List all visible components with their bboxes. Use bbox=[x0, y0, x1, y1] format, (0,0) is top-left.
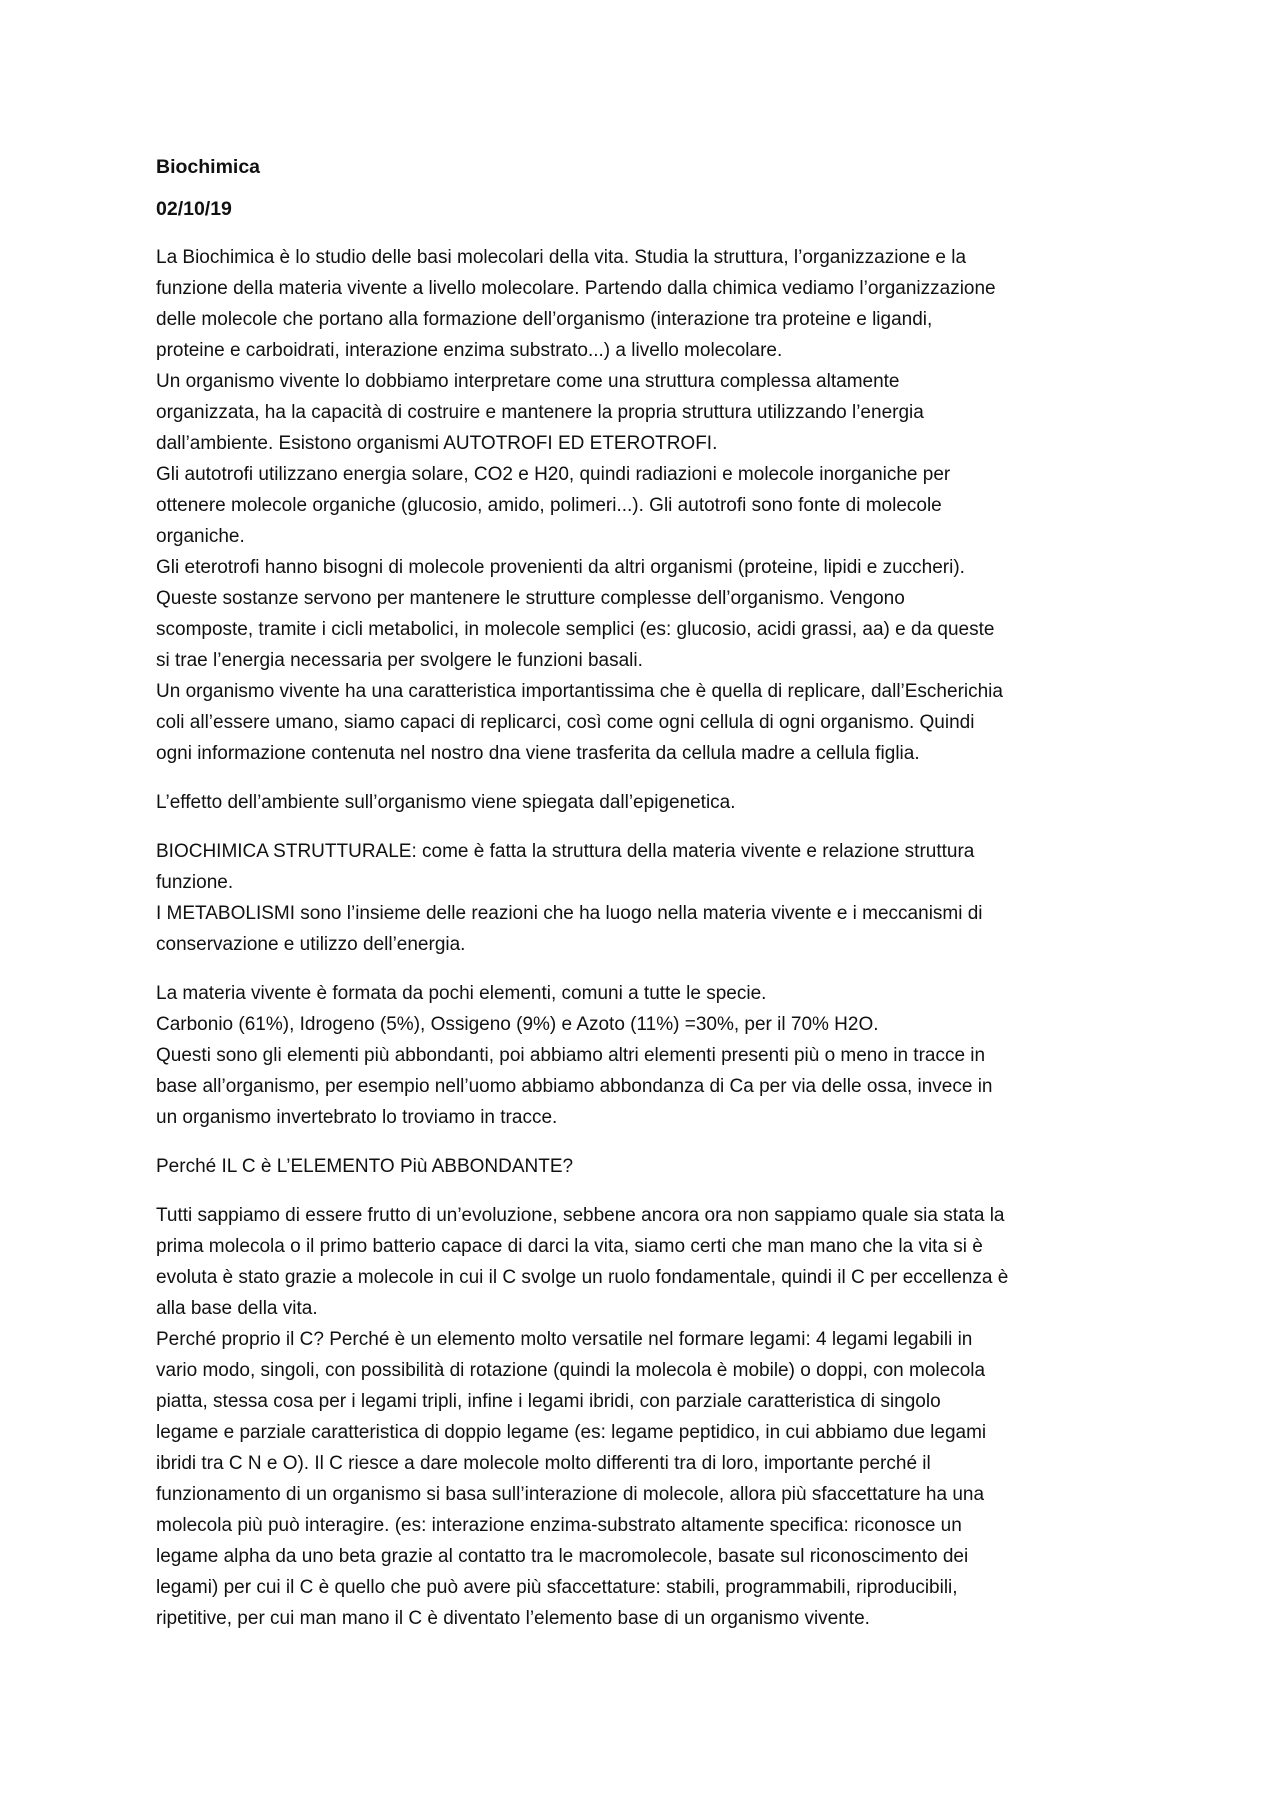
text-line: si trae l’energia necessaria per svolgere le funzioni basali. bbox=[156, 650, 643, 671]
paragraph bbox=[156, 836, 1141, 960]
paragraph bbox=[156, 1151, 1141, 1182]
text-line: Perché proprio il C? Perché è un elemento molto versatile nel formare legami: 4 legami legabili in bbox=[156, 1329, 973, 1350]
text-line: Gli eterotrofi hanno bisogni di molecole provenienti da altri organismi (proteine, lipidi e zuccheri). bbox=[156, 557, 965, 578]
text-line: prima molecola o il primo batterio capace di darci la vita, siamo certi che man mano che la vita si è bbox=[156, 1236, 983, 1257]
text-line: funzione della materia vivente a livello molecolare. Partendo dalla chimica vediamo l’organizzazione bbox=[156, 278, 996, 299]
text-line: ibridi tra C N e O). Il C riesce a dare molecole molto differenti tra di loro, importante perché il bbox=[156, 1453, 931, 1474]
text-line: Questi sono gli elementi più abbondanti, poi abbiamo altri elementi presenti più o meno in tracce in bbox=[156, 1045, 986, 1066]
text-line: La Biochimica è lo studio delle basi molecolari della vita. Studia la struttura, l’organizzazione e la bbox=[156, 247, 967, 268]
text-line: Tutti sappiamo di essere frutto di un’evoluzione, sebbene ancora ora non sappiamo quale sia stata la bbox=[156, 1205, 1005, 1226]
text-line: piatta, stessa cosa per i legami tripli, infine i legami ibridi, con parziale caratteristica di singolo bbox=[156, 1391, 941, 1412]
document-body bbox=[156, 242, 1141, 1634]
text-line: dall’ambiente. Esistono organismi AUTOTROFI ED ETEROTROFI. bbox=[156, 433, 718, 454]
text-line: proteine e carboidrati, interazione enzima substrato...) a livello molecolare. bbox=[156, 340, 783, 361]
text-line: I METABOLISMI sono l’insieme delle reazioni che ha luogo nella materia vivente e i meccanismi di bbox=[156, 903, 983, 924]
text-line: legame alpha da uno beta grazie al contatto tra le macromolecole, basate sul riconoscimento dei bbox=[156, 1546, 969, 1567]
paragraph bbox=[156, 978, 1141, 1133]
text-line: funzione. bbox=[156, 872, 234, 893]
text-line: scomposte, tramite i cicli metabolici, in molecole semplici (es: glucosio, acidi grassi, aa) e da queste bbox=[156, 619, 995, 640]
paragraph bbox=[156, 1200, 1141, 1634]
text-line: vario modo, singoli, con possibilità di rotazione (quindi la molecola è mobile) o doppi, con molecola bbox=[156, 1360, 986, 1381]
text-line: conservazione e utilizzo dell’energia. bbox=[156, 934, 466, 955]
text-line: BIOCHIMICA STRUTTURALE: come è fatta la struttura della materia vivente e relazione struttura bbox=[156, 841, 975, 862]
text-line: base all’organismo, per esempio nell’uomo abbiamo abbondanza di Ca per via delle ossa, invece in bbox=[156, 1076, 993, 1097]
document-page bbox=[156, 152, 1141, 1652]
text-line: funzionamento di un organismo si basa sull’interazione di molecole, allora più sfaccettature ha una bbox=[156, 1484, 985, 1505]
text-line: Queste sostanze servono per mantenere le strutture complesse dell’organismo. Vengono bbox=[156, 588, 905, 609]
text-line: Gli autotrofi utilizzano energia solare, CO2 e H20, quindi radiazioni e molecole inorganiche per bbox=[156, 464, 951, 485]
text-line: Un organismo vivente lo dobbiamo interpretare come una struttura complessa altamente bbox=[156, 371, 900, 392]
text-line: un organismo invertebrato lo troviamo in tracce. bbox=[156, 1107, 558, 1128]
text-line: ripetitive, per cui man mano il C è diventato l’elemento base di un organismo vivente. bbox=[156, 1608, 870, 1629]
text-line: legami) per cui il C è quello che può avere più sfaccettature: stabili, programmabili, riproducibili, bbox=[156, 1577, 958, 1598]
text-line: organizzata, ha la capacità di costruire e mantenere la propria struttura utilizzando l’energia bbox=[156, 402, 924, 423]
text-line: Perché IL C è L’ELEMENTO Più ABBONDANTE? bbox=[156, 1156, 574, 1177]
text-line: L’effetto dell’ambiente sull’organismo viene spiegata dall’epigenetica. bbox=[156, 792, 736, 813]
text-line: Un organismo vivente ha una caratteristica importantissima che è quella di replicare, dall’Escherichia bbox=[156, 681, 1003, 702]
text-line: organiche. bbox=[156, 526, 245, 547]
text-line: molecola più può interagire. (es: interazione enzima-substrato altamente specifica: riconosce un bbox=[156, 1515, 962, 1536]
document-date: 02/10/19 bbox=[156, 198, 232, 220]
document-title: Biochimica bbox=[156, 156, 261, 178]
text-line: evoluta è stato grazie a molecole in cui il C svolge un ruolo fondamentale, quindi il C per eccellenza è bbox=[156, 1267, 1009, 1288]
paragraph bbox=[156, 787, 1141, 818]
text-line: ogni informazione contenuta nel nostro dna viene trasferita da cellula madre a cellula figlia. bbox=[156, 743, 920, 764]
text-line: legame e parziale caratteristica di doppio legame (es: legame peptidico, in cui abbiamo due legami bbox=[156, 1422, 987, 1443]
text-line: delle molecole che portano alla formazione dell’organismo (interazione tra proteine e ligandi, bbox=[156, 309, 933, 330]
paragraph bbox=[156, 242, 1141, 769]
text-line: La materia vivente è formata da pochi elementi, comuni a tutte le specie. bbox=[156, 983, 767, 1004]
text-line: Carbonio (61%), Idrogeno (5%), Ossigeno (9%) e Azoto (11%) =30%, per il 70% H2O. bbox=[156, 1014, 879, 1035]
text-line: ottenere molecole organiche (glucosio, amido, polimeri...). Gli autotrofi sono fonte di molecole bbox=[156, 495, 942, 516]
text-line: coli all’essere umano, siamo capaci di replicarci, così come ogni cellula di ogni organismo. Quindi bbox=[156, 712, 975, 733]
text-line: alla base della vita. bbox=[156, 1298, 318, 1319]
